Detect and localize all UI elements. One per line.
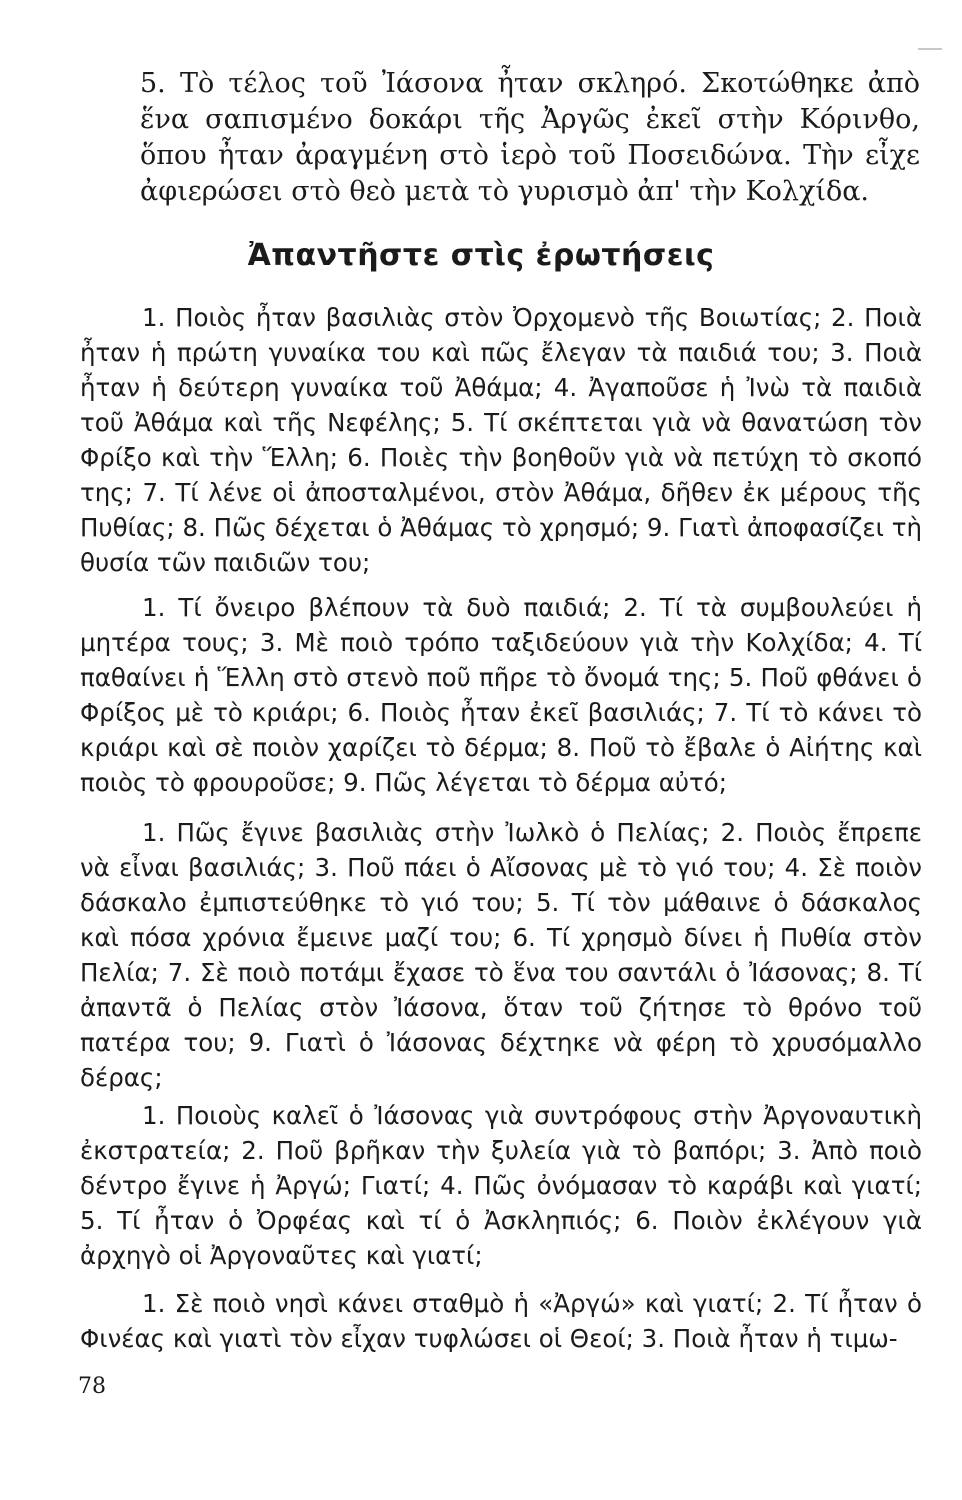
- page-number: 78: [78, 1374, 106, 1399]
- question-block-5: [80, 1286, 922, 1356]
- question-text: 1. Τί ὄνειρο βλέπουν τὰ δυὸ παιδιά; 2. Τί τὰ συμβουλεύει ἡ μητέρα τους; 3. Μὲ ποιὸ τρόπο ταξιδεύουν γιὰ τὴν Κολχίδα; 4. Τί παθαίνει ἡ Ἕλλη στὸ στενὸ ποῦ πῆρε τὸ ὄνομά της; 5. Ποῦ φθάνει ὁ Φρίξος μὲ τὸ κριάρι; 6. Ποιὸς ἦταν ἐκεῖ βασιλιάς; 7. Τί τὸ κάνει τὸ κριάρι καὶ σὲ ποιὸν χαρίζει τὸ δέρμα; 8. Ποῦ τὸ ἔβαλε ὁ Αἰήτης καὶ ποιὸς τὸ φρουροῦσε; 9. Πῶς λέγεται τὸ δέρμα αὐτό;: [80, 593, 922, 797]
- intro-paragraph: 5. Τὸ τέλος τοῦ Ἰάσονα ἦταν σκληρό. Σκοτώθηκε ἀπὸ ἕνα σαπισμένο δοκάρι τῆς Ἀργῶς ἐκεῖ στὴν Κόρινθο, ὅπου ἦταν ἀραγμένη στὸ ἱερὸ τοῦ Ποσειδώνα. Τὴν εἶχε ἀφιερώσει στὸ θεὸ μετὰ τὸ γυρισμὸ ἀπ' τὴν Κολχίδα.: [140, 68, 920, 207]
- question-text: 1. Ποιὸς ἦταν βασιλιὰς στὸν Ὀρχομενὸ τῆς Βοιωτίας; 2. Ποιὰ ἦταν ἡ πρώτη γυναίκα του καὶ πῶς ἔλεγαν τὰ παιδιά του; 3. Ποιὰ ἦταν ἡ δεύτερη γυναίκα τοῦ Ἀθάμα; 4. Ἀγαποῦσε ἡ Ἰνὼ τὰ παιδιὰ τοῦ Ἀθάμα καὶ τῆς Νεφέλης; 5. Τί σκέπτεται γιὰ νὰ θανατώση τὸν Φρίξο καὶ τὴν Ἕλλη; 6. Ποιὲς τὴν βοηθοῦν γιὰ νὰ πετύχη τὸ σκοπό της; 7. Τί λένε οἱ ἀποσταλμένοι, στὸν Ἀθάμα, δῆθεν ἐκ μέρους τῆς Πυθίας; 8. Πῶς δέχεται ὁ Ἀθάμας τὸ χρησμό; 9. Γιατὶ ἀποφασίζει τὴ θυσία τῶν παιδιῶν του;: [80, 303, 922, 577]
- question-text: 1. Ποιοὺς καλεῖ ὁ Ἰάσονας γιὰ συντρόφους στὴν Ἀργοναυτικὴ ἐκστρατεία; 2. Ποῦ βρῆκαν τὴν ξυλεία γιὰ τὸ βαπόρι; 3. Ἀπὸ ποιὸ δέντρο ἔγινε ἡ Ἀργώ; Γιατί; 4. Πῶς ὀνόμασαν τὸ καράβι καὶ γιατί; 5. Τί ἦταν ὁ Ὀρφέας καὶ τί ὁ Ἀσκληπιός; 6. Ποιὸν ἐκλέγουν γιὰ ἀρχηγὸ οἱ Ἀργοναῦτες καὶ γιατί;: [80, 1101, 922, 1270]
- question-block-4: [80, 1098, 922, 1273]
- question-block-3: [80, 815, 922, 1095]
- question-block-2: [80, 590, 922, 800]
- question-block-1: [80, 300, 922, 580]
- section-heading: Ἀπαντῆστε στὶς ἐρωτήσεις: [247, 238, 715, 273]
- edge-mark: [918, 48, 942, 50]
- question-text: 1. Πῶς ἔγινε βασιλιὰς στὴν Ἰωλκὸ ὁ Πελίας; 2. Ποιὸς ἔπρεπε νὰ εἶναι βασιλιάς; 3. Ποῦ πάει ὁ Αἴσονας μὲ τὸ γιό του; 4. Σὲ ποιὸν δάσκαλο ἐμπιστεύθηκε τὸ γιό του; 5. Τί τὸν μάθαινε ὁ δάσκαλος καὶ πόσα χρόνια ἔμεινε μαζί του; 6. Τί χρησμὸ δίνει ἡ Πυθία στὸν Πελία; 7. Σὲ ποιὸ ποτάμι ἔχασε τὸ ἕνα του σαντάλι ὁ Ἰάσονας; 8. Τί ἀπαντᾶ ὁ Πελίας στὸν Ἰάσονα, ὅταν τοῦ ζήτησε τὸ θρόνο τοῦ πατέρα του; 9. Γιατὶ ὁ Ἰάσονας δέχτηκε νὰ φέρη τὸ χρυσόμαλλο δέρας;: [80, 818, 922, 1092]
- question-text: 1. Σὲ ποιὸ νησὶ κάνει σταθμὸ ἡ «Ἀργώ» καὶ γιατί; 2. Τί ἦταν ὁ Φινέας καὶ γιατὶ τὸν εἶχαν τυφλώσει οἱ Θεοί; 3. Ποιὰ ἦταν ἡ τιμω-: [80, 1289, 922, 1353]
